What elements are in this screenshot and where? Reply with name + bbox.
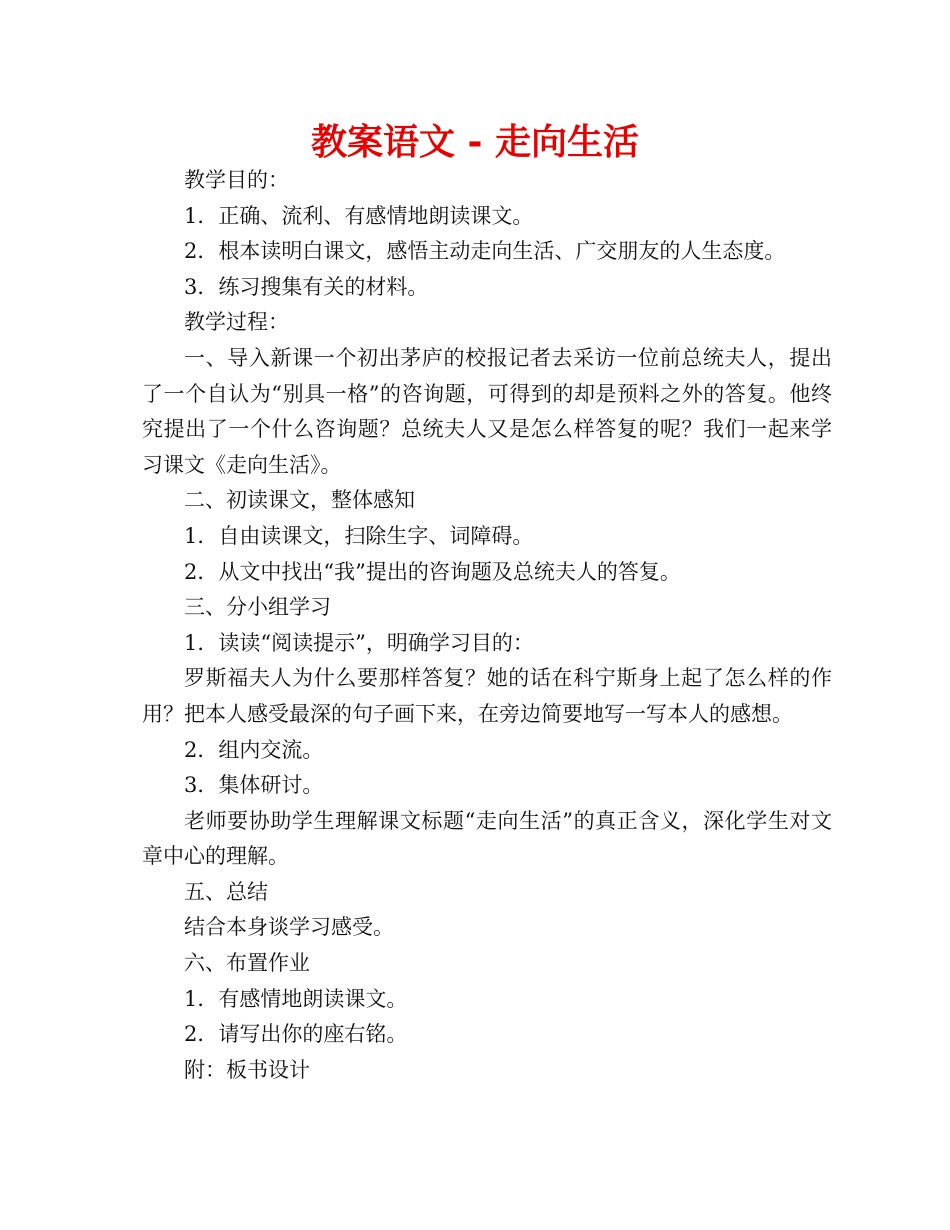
document-body: [142, 163, 832, 1088]
paragraph-section-2-item-2: 2．从文中找出“我”提出的咨询题及总统夫人的答复。: [184, 559, 681, 584]
paragraph-teaching-process-heading: 教学过程：: [184, 310, 289, 335]
paragraph-teaching-goals-heading: 教学目的：: [184, 168, 289, 192]
paragraph-teacher-note: 老师要协助学生理解课文标题“走向生活”的真正含义，深化学生对文章中心的理解。: [142, 808, 832, 869]
paragraph-appendix: 附：板书设计: [184, 1057, 310, 1082]
paragraph-introduction: 一、导入新课一个初出茅庐的校报记者去采访一位前总统夫人，提出了一个自认为“别具一格”的咨询题，可得到的却是预料之外的答复。他终究提出了一个什么咨询题？总统夫人又是怎么样答复的呢？我们一起来学习课文《走向生活》。: [142, 345, 832, 477]
paragraph-goal-3: 3．练习搜集有关的材料。: [184, 274, 429, 299]
paragraph-section-6-heading: 六、布置作业: [184, 951, 310, 976]
paragraph-section-2-heading: 二、初读课文，整体感知: [184, 488, 415, 513]
paragraph-section-5-heading: 五、总结: [184, 879, 268, 904]
paragraph-section-3-item-2: 2．组内交流。: [184, 737, 324, 762]
paragraph-section-3-item-3: 3．集体研讨。: [184, 773, 324, 798]
document-title: 教案语文 - 走向生活: [310, 122, 639, 163]
paragraph-section-2-item-1: 1．自由读课文，扫除生字、词障碍。: [184, 523, 534, 548]
paragraph-homework-1: 1．有感情地朗读课文。: [184, 986, 408, 1011]
paragraph-section-3-heading: 三、分小组学习: [184, 595, 331, 620]
paragraph-goal-2: 2．根本读明白课文，感悟主动走向生活、广交朋友的人生态度。: [184, 239, 786, 264]
paragraph-homework-2: 2．请写出你的座右铭。: [184, 1022, 408, 1047]
paragraph-section-5-body: 结合本身谈学习感受。: [184, 915, 394, 940]
paragraph-goal-1: 1．正确、流利、有感情地朗读课文。: [184, 203, 534, 228]
paragraph-reading-questions: 罗斯福夫人为什么要那样答复？她的话在科宁斯身上起了怎么样的作用？把本人感受最深的句子画下来，在旁边简要地写一写本人的感想。: [142, 666, 832, 726]
paragraph-section-3-item-1: 1．读读“阅读提示”，明确学习目的：: [184, 630, 534, 655]
